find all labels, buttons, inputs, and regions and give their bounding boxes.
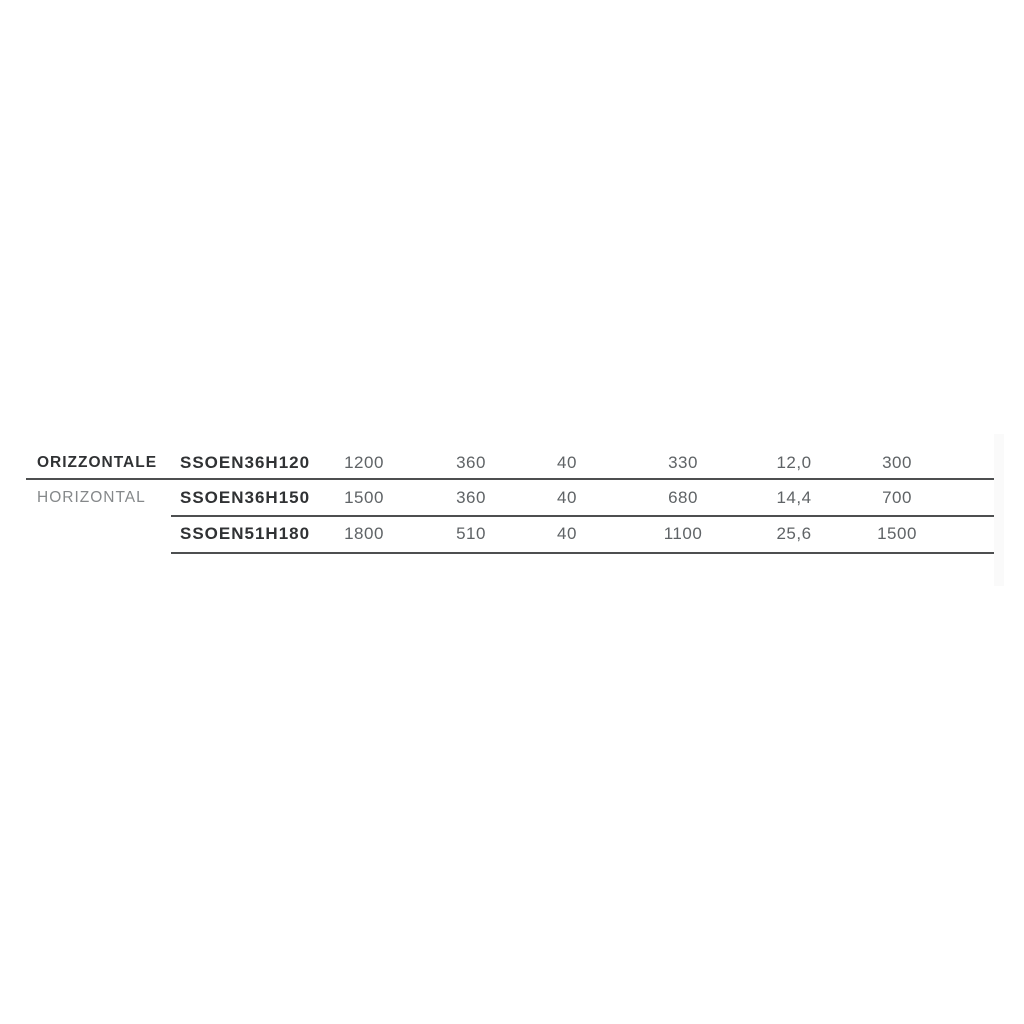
divider-line [26,478,995,480]
page-edge-band [994,434,1004,586]
cell-value: 360 [456,453,486,472]
cell-value: 40 [557,524,577,543]
cell-value: 14,4 [776,488,812,507]
cell-value: 1200 [344,453,384,472]
table-row [0,524,1024,544]
product-code: SSOEN51H180 [180,524,311,543]
cell-value: 330 [668,453,698,472]
product-code: SSOEN36H120 [180,453,311,472]
cell-value: 1800 [344,524,384,543]
cell-value: 360 [456,488,486,507]
divider-line [171,515,995,517]
cell-value: 1500 [877,524,917,543]
cell-value: 40 [557,453,577,472]
cell-value: 40 [557,488,577,507]
cell-value: 12,0 [776,453,812,472]
cell-value: 680 [668,488,698,507]
cell-value: 510 [456,524,486,543]
cell-value: 1500 [344,488,384,507]
cell-value: 300 [882,453,912,472]
cell-value: 25,6 [776,524,812,543]
orientation-label-italian: ORIZZONTALE [37,454,158,471]
orientation-label-english: HORIZONTAL [37,489,146,506]
cell-value: 1100 [663,524,703,543]
table-row [0,488,1024,508]
divider-line [171,552,995,554]
table-row [0,453,1024,473]
cell-value: 700 [882,488,912,507]
product-code: SSOEN36H150 [180,488,311,507]
